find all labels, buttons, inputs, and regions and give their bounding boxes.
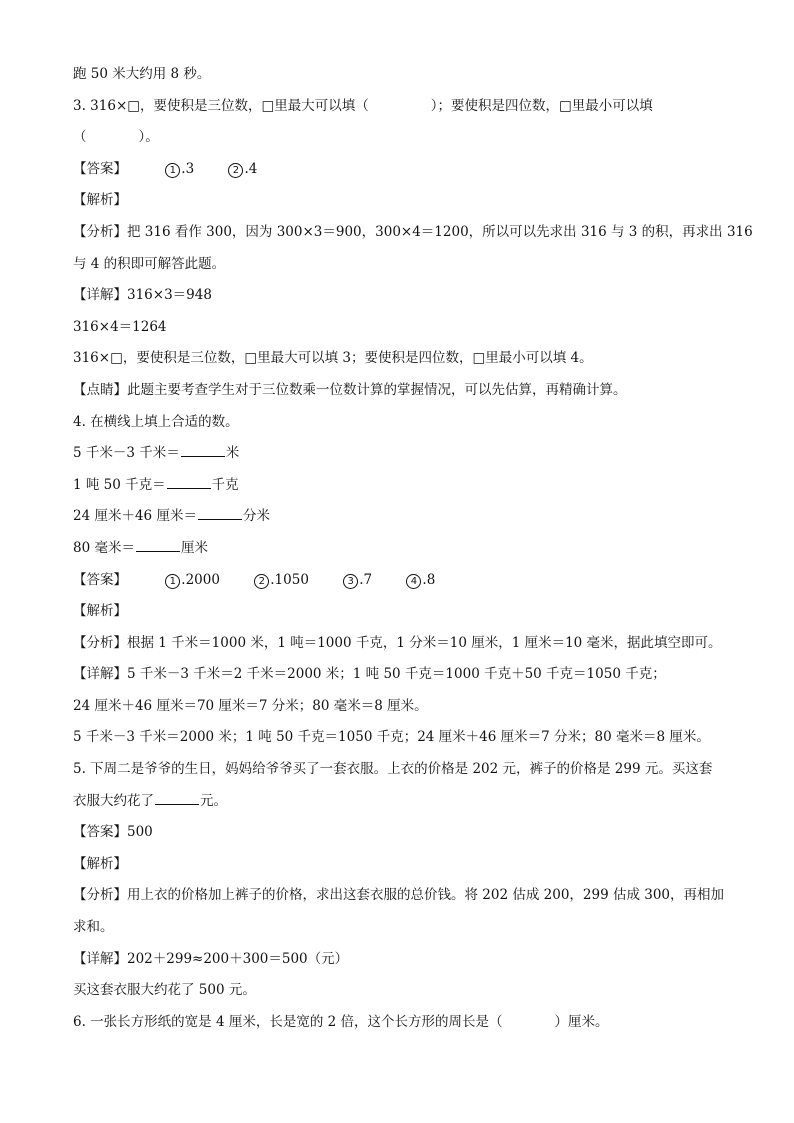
text: 【分析】根据 1 千米＝1000 米，1 吨＝1000 千克，1 分米＝10 厘米，1 厘米＝10 毫米，据此填空即可。 <box>73 634 722 651</box>
text-line <box>73 283 733 315</box>
text: ）；要使积是四位数，□里最小可以填 <box>430 97 653 114</box>
circled-number-icon: 1 <box>165 163 180 178</box>
fill-blank[interactable] <box>155 790 199 805</box>
text: 24 厘米＋46 厘米＝70 厘米＝7 分米；80 毫米＝8 厘米。 <box>73 697 428 714</box>
text-line <box>73 378 733 410</box>
text: 80 毫米＝ <box>73 539 135 556</box>
fill-blank[interactable] <box>198 505 242 520</box>
answer-text: 4 <box>248 160 258 177</box>
text: 5 千米－3 千米＝2000 米；1 吨 50 千克＝1050 千克；24 厘米＋46 厘米＝7 分米；80 毫米＝8 厘米。 <box>73 729 710 746</box>
answer-text: 3 <box>185 160 195 177</box>
answer-line <box>73 157 733 189</box>
circled-number-icon: 1 <box>165 574 180 589</box>
text: 【分析】用上衣的价格加上裤子的价格，求出这套衣服的总价钱。将 202 估成 200，299 估成 300，再相加 <box>73 887 725 904</box>
text-line <box>73 978 733 1010</box>
text-line <box>73 915 733 947</box>
fill-blank[interactable] <box>167 474 211 489</box>
answer-value: .3 <box>181 157 194 181</box>
text: 求和。 <box>73 919 114 936</box>
text: ）。 <box>138 129 159 146</box>
text: 【详解】202＋299≈200＋300＝500（元） <box>73 950 349 967</box>
question-3 <box>73 94 733 126</box>
text: 【分析】把 316 看作 300，因为 300×3＝900，300×4＝1200，所以可以先求出 316 与 3 的积，再求出 316 <box>73 223 753 240</box>
text: 买这套衣服大约花了 500 元。 <box>73 982 256 999</box>
text: 24 厘米＋46 厘米＝ <box>73 508 197 525</box>
answer-value: .7 <box>359 568 372 592</box>
fill-blank[interactable] <box>181 442 225 457</box>
answer-value: .8 <box>422 568 435 592</box>
text-line <box>73 220 753 252</box>
text: ）厘米。 <box>554 1013 609 1030</box>
circled-number-icon: 3 <box>343 574 358 589</box>
text: 316×□，要使积是三位数，□里最大可以填 3；要使积是四位数，□里最小可以填 4。 <box>73 350 593 367</box>
text-line <box>73 694 733 726</box>
circled-number-icon: 4 <box>406 574 421 589</box>
text: （ <box>73 129 87 146</box>
text: 米 <box>225 445 240 462</box>
text: 【点睛】此题主要考查学生对于三位数乘一位数计算的掌握情况，可以先估算，再精确计算。 <box>73 381 627 398</box>
text: 5 千米－3 千米＝ <box>73 445 180 462</box>
fill-line <box>73 504 733 536</box>
text: 3. 316×□，要使积是三位数，□里最大可以填（ <box>73 97 369 114</box>
fill-line <box>73 536 733 568</box>
answer-line <box>73 568 733 600</box>
fill-blank[interactable] <box>136 537 180 552</box>
answer-text: 2000 <box>185 571 220 588</box>
text: 【解析】 <box>73 603 127 620</box>
analysis-tag-line <box>73 852 733 884</box>
answer-value: .4 <box>244 157 257 181</box>
analysis-tag-line <box>73 188 733 220</box>
answer-tag: 【答案】 <box>73 571 127 588</box>
text: 【解析】 <box>73 192 127 209</box>
answer-value: .2000 <box>181 568 220 592</box>
answer-line <box>73 820 733 852</box>
circled-number-icon: 2 <box>254 574 269 589</box>
text: 跑 50 米大约用 8 秒。 <box>73 66 211 82</box>
answer-value: .1050 <box>270 568 309 592</box>
question-4 <box>73 410 733 442</box>
answer-tag: 【答案】 <box>73 160 127 177</box>
answer-text: 7 <box>363 571 373 588</box>
text-line <box>73 725 733 757</box>
question-6 <box>73 1010 733 1042</box>
text-line <box>73 631 733 663</box>
text: 5. 下周二是爷爷的生日，妈妈给爷爷买了一套衣服。上衣的价格是 202 元，裤子的价格是 299 元。买这套 <box>73 761 713 778</box>
text: 厘米 <box>180 539 208 556</box>
fill-line <box>73 441 733 473</box>
document-page <box>73 62 753 1041</box>
answer-text: 8 <box>426 571 436 588</box>
text: 千克 <box>211 476 239 493</box>
text: 4. 在横线上填上合适的数。 <box>73 413 239 430</box>
text: 与 4 的积即可解答此题。 <box>73 255 226 272</box>
text: 【解析】 <box>73 855 127 872</box>
text: 6. 一张长方形纸的宽是 4 厘米，长是宽的 2 倍，这个长方形的周长是（ <box>73 1013 503 1030</box>
text-line <box>73 662 733 694</box>
analysis-tag-line <box>73 599 733 631</box>
answer-text: 1050 <box>274 571 309 588</box>
text-line <box>73 62 733 94</box>
fill-line <box>73 789 733 821</box>
text: 316×4＝1264 <box>73 318 167 335</box>
text-line <box>73 883 733 915</box>
text: 分米 <box>242 508 270 525</box>
text-line <box>73 252 733 284</box>
text: 衣服大约花了 <box>73 792 154 809</box>
text: 【详解】316×3＝948 <box>73 287 212 304</box>
text: 【详解】5 千米－3 千米＝2 千米＝2000 米；1 吨 50 千克＝1000 千克＋50 千克＝1050 千克； <box>73 666 666 683</box>
fill-line <box>73 473 733 505</box>
text: 元。 <box>200 792 227 809</box>
text-line <box>73 346 733 378</box>
circled-number-icon: 2 <box>228 163 243 178</box>
question-5 <box>73 757 733 789</box>
text-line <box>73 947 733 979</box>
text-line <box>73 315 733 347</box>
text: 【答案】500 <box>73 824 153 841</box>
question-3-cont <box>73 125 733 157</box>
text: 1 吨 50 千克＝ <box>73 476 166 493</box>
